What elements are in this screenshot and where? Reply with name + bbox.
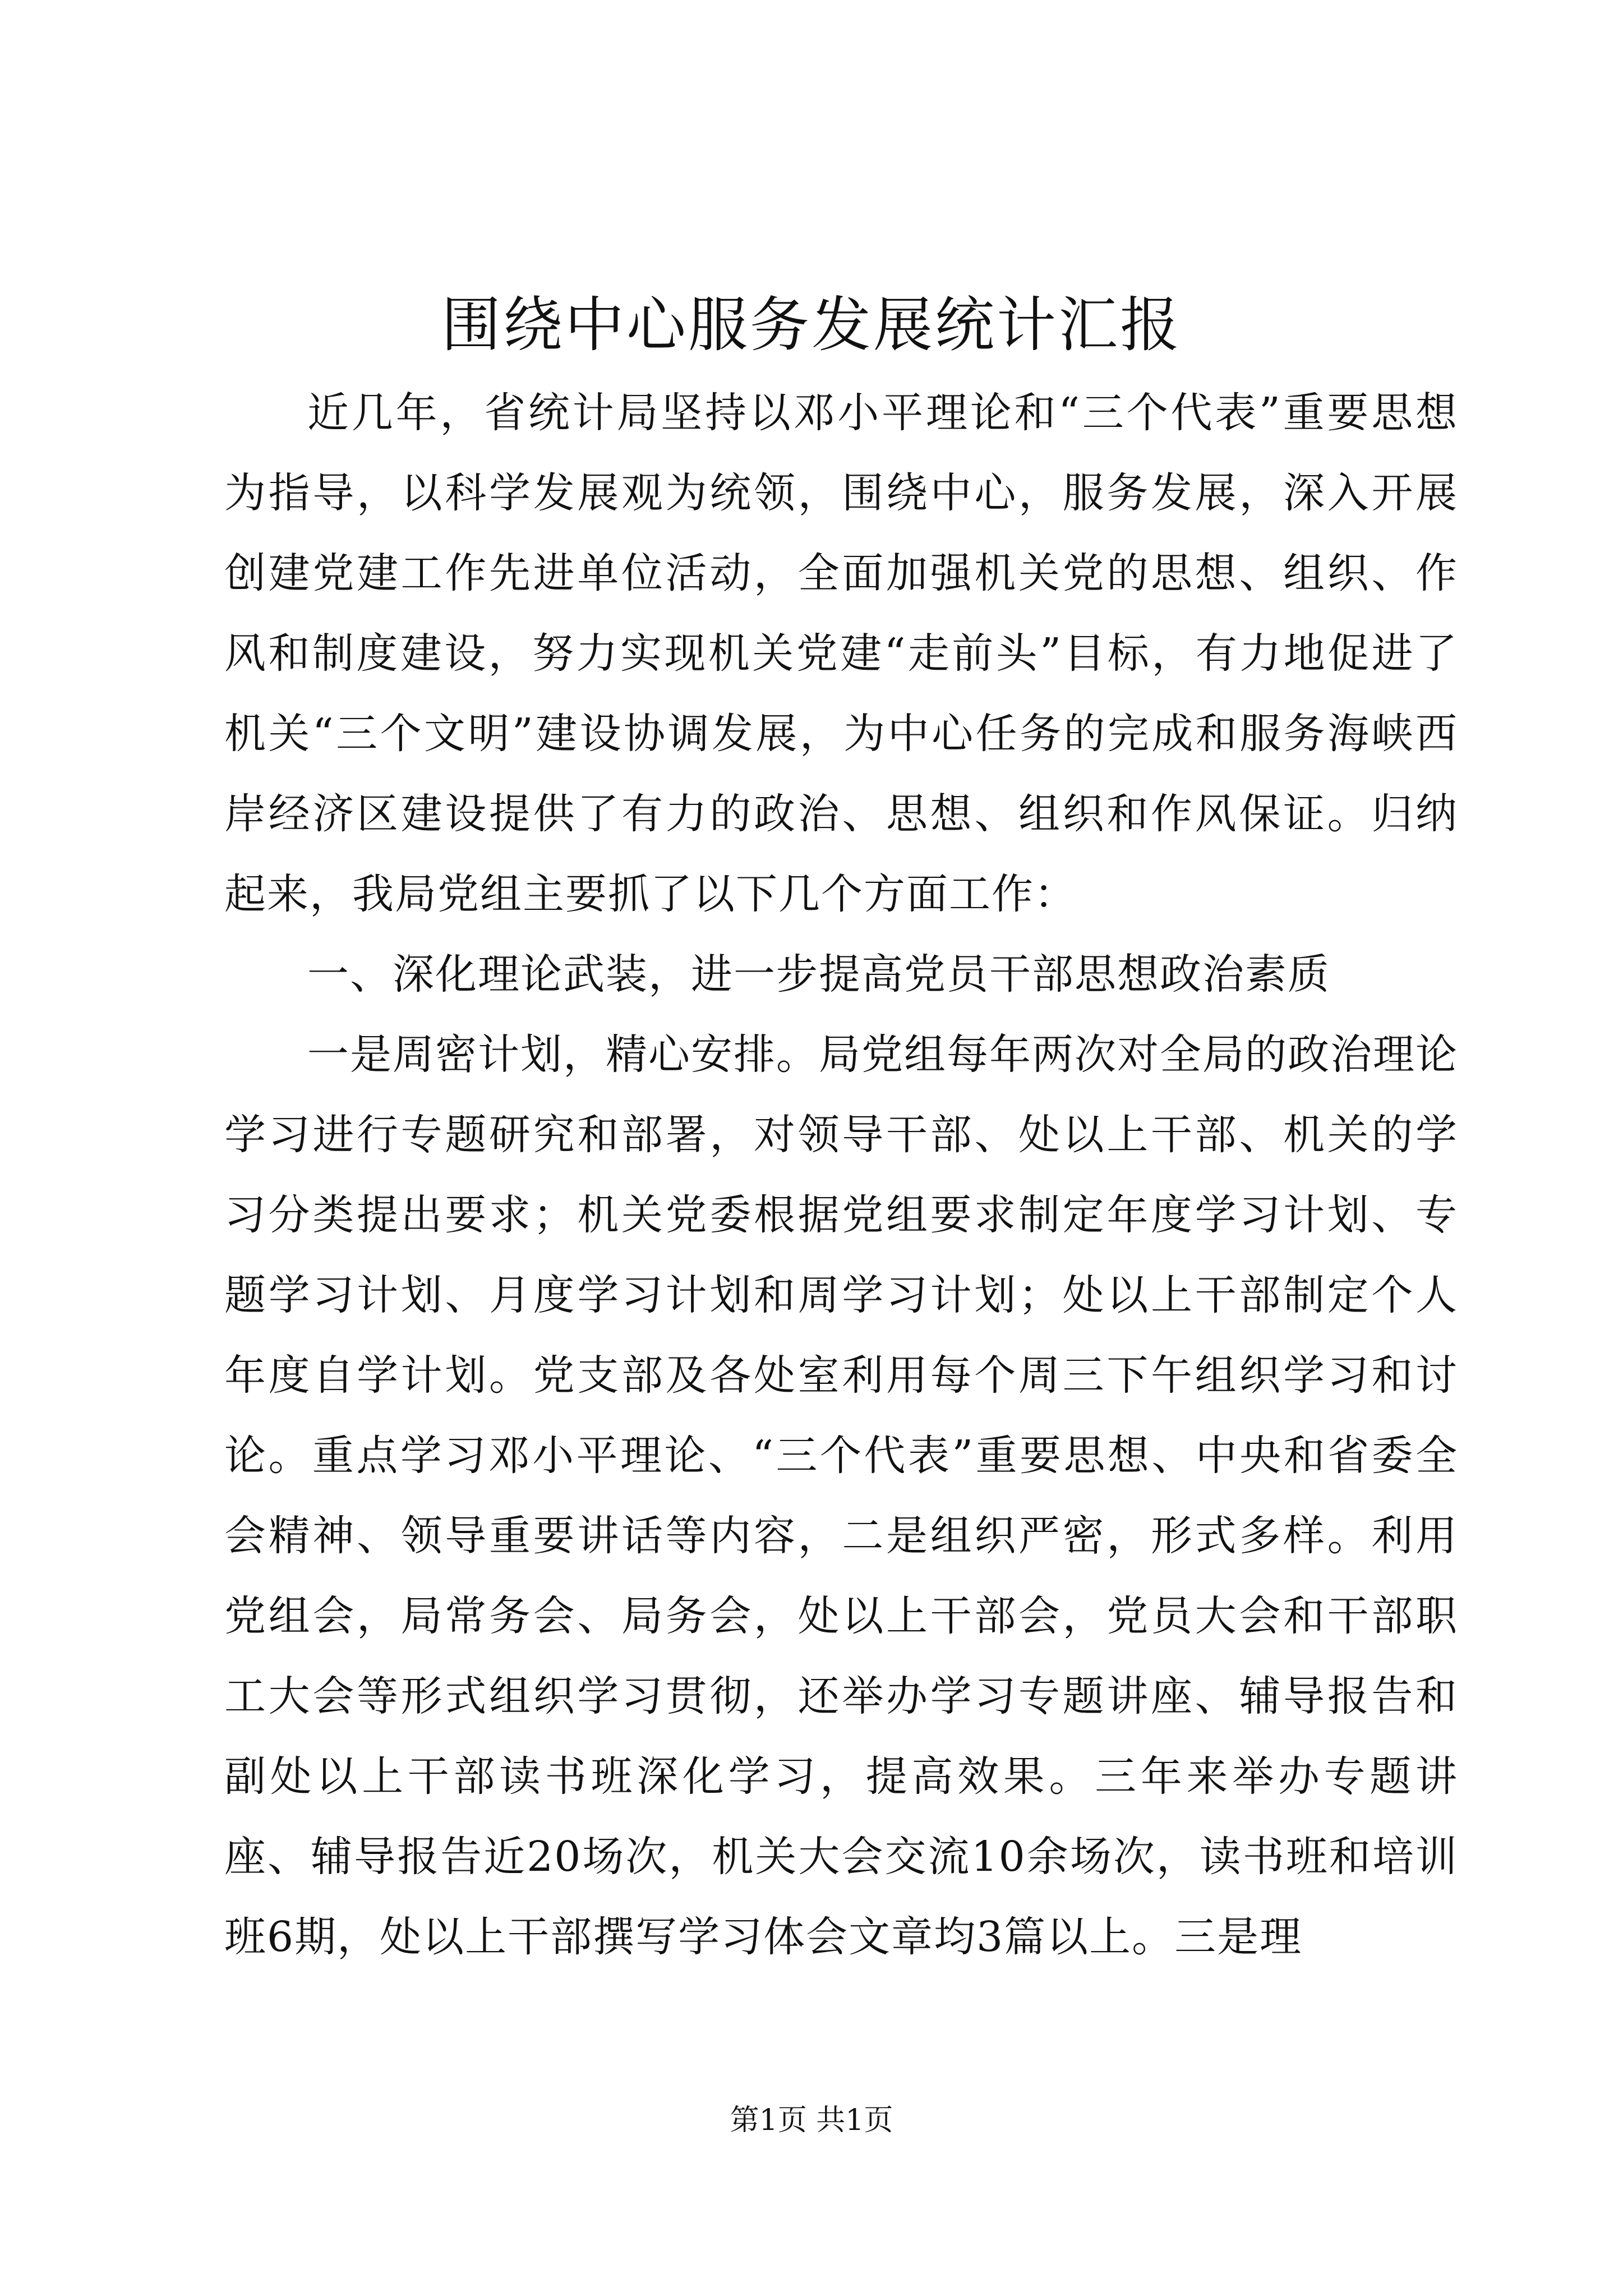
- paragraph-study-plan: 一是周密计划，精心安排。局党组每年两次对全局的政治理论学习进行专题研究和部署，对领导干部、处以上干部、机关的学习分类提出要求；机关党委根据党组要求制定年度学习计划、专题学习计划、月度学习计划和周学习计划；处以上干部制定个人年度自学计划。党支部及各处室利用每个周三下午组织学习和讨论。重点学习邓小平理论、“三个代表”重要思想、中央和省委全会精神、领导重要讲话等内容，二是组织严密，形式多样。利用党组会，局常务会、局务会，处以上干部会，党员大会和干部职工大会等形式组织学习贯彻，还举办学习专题讲座、辅导报告和副处以上干部读书班深化学习，提高效果。三年来举办专题讲座、辅导报告近20场次，机关大会交流10余场次，读书班和培训班6期，处以上干部撰写学习体会文章均3篇以上。三是理: [224, 1030, 1458, 1961]
- section-heading: 一、深化理论武装，进一步提高党员干部思想政治素质: [307, 950, 1330, 999]
- document-title: 围绕中心服务发展统计汇报: [441, 291, 1182, 360]
- paragraph-intro: 近几年，省统计局坚持以邓小平理论和“三个代表”重要思想为指导，以科学发展观为统领，围绕中心，服务发展，深入开展创建党建工作先进单位活动，全面加强机关党的思想、组织、作风和制度建设，努力实现机关党建“走前头”目标，有力地促进了机关“三个文明”建设协调发展，为中心任务的完成和服务海峡西岸经济区建设提供了有力的政治、思想、组织和作风保证。归纳起来，我局党组主要抓了以下几个方面工作：: [224, 389, 1458, 918]
- document-body: [224, 373, 1458, 1977]
- page-footer: 第1页 共1页: [730, 2104, 893, 2137]
